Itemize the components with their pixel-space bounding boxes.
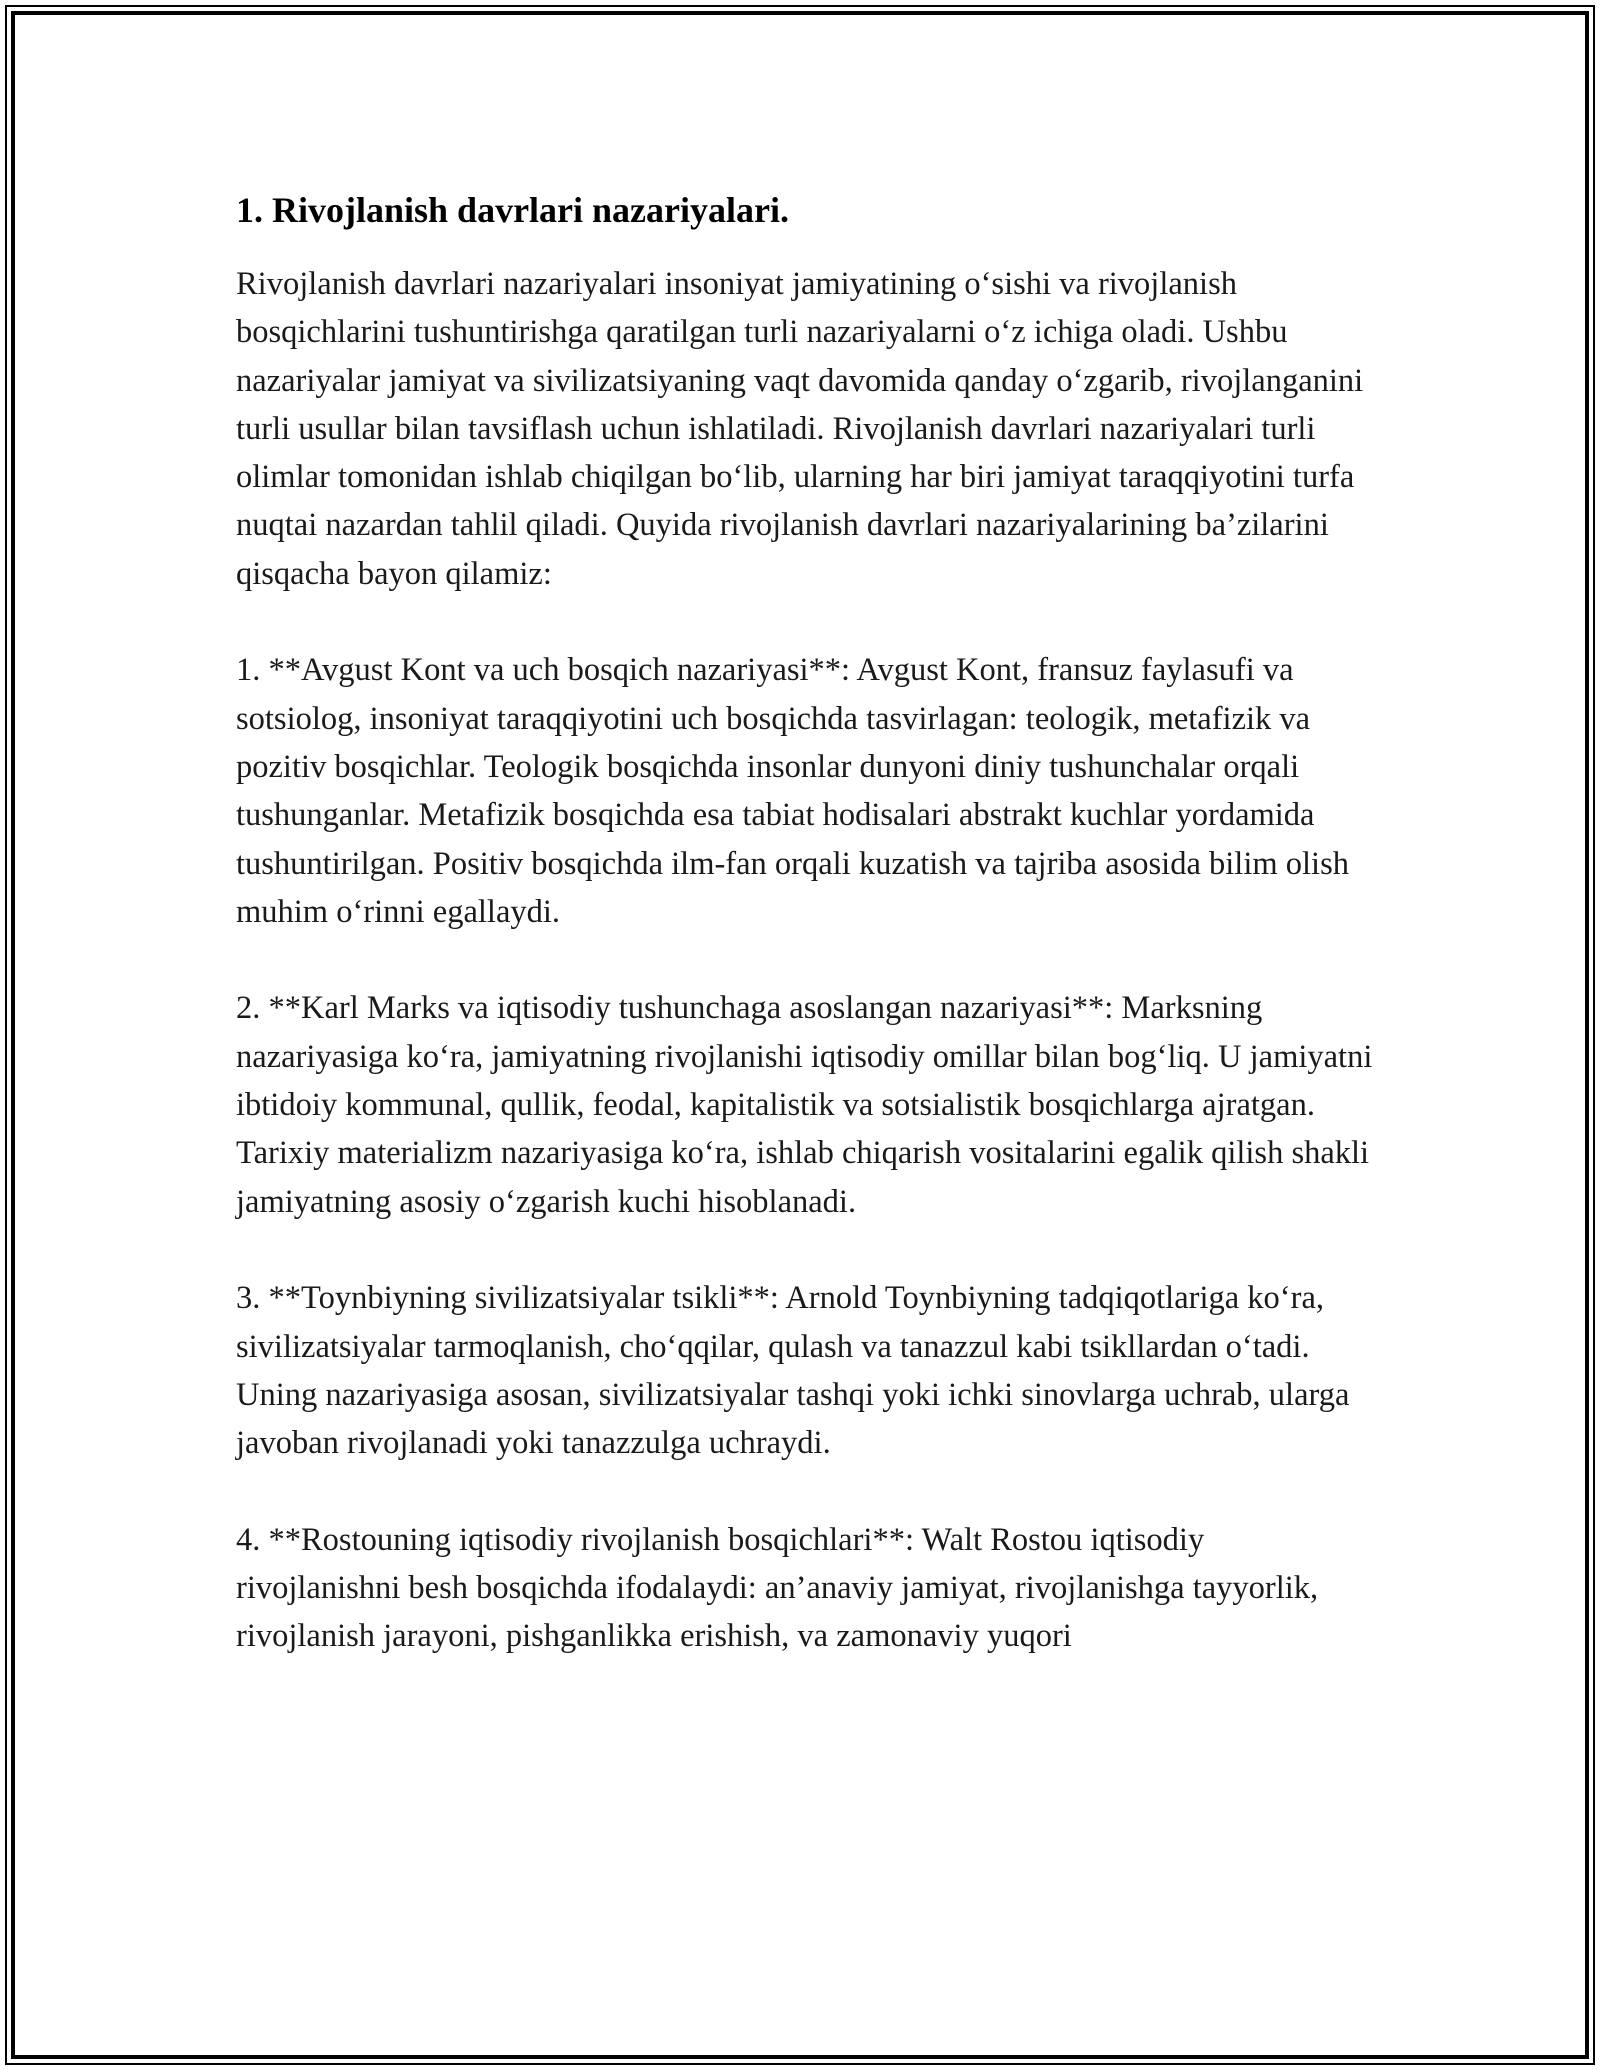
intro-paragraph: Rivojlanish davrlari nazariyalari insoniyat jamiyatining o‘sishi va rivojlanish bosqichlarini tushuntirishga qaratilgan turli nazariyalarni o‘z ichiga oladi. Ushbu nazariyalar jamiyat va sivilizatsiyaning vaqt davomida qanday o‘zgarib, rivojlanganini turli usullar bilan tavsiflash uchun ishlatiladi. Rivojlanish davrlari nazariyalari turli olimlar tomonidan ishlab chiqilgan bo‘lib, ularning har biri jamiyat taraqqiyotini turfa nuqtai nazardan tahlil qiladi. Quyida rivojlanish davrlari nazariyalarining ba’zilarini qisqacha bayon qilamiz: (236, 266, 1364, 592)
document-title: 1. Rivojlanish davrlari nazariyalari. (236, 190, 789, 230)
list-item-rostou: 4. **Rostouning iqtisodiy rivojlanish bosqichlari**: Walt Rostou iqtisodiy rivojlanishni besh bosqichda ifodalaydi: an’anaviy jamiyat, rivojlanishga tayyorlik, rivojlanish jarayoni, pishganlikka erishish, va zamonaviy yuqori (236, 1521, 1319, 1655)
list-item-kont: 1. **Avgust Kont va uch bosqich nazariyasi**: Avgust Kont, fransuz faylasufi va sotsiolog, insoniyat taraqqiyotini uch bosqichda tasvirlagan: teologik, metafizik va pozitiv bosqichlar. Teologik bosqichda insonlar dunyoni diniy tushunchalar orqali tushunganlar. Metafizik bosqichda esa tabiat hodisalari abstrakt kuchlar yordamida tushuntirilgan. Positiv bosqichda ilm-fan orqali kuzatish va tajriba asosida bilim olish muhim o‘rinni egallaydi. (236, 652, 1349, 930)
list-item-toynbi: 3. **Toynbiyning sivilizatsiyalar tsikli**: Arnold Toynbiyning tadqiqotlariga ko‘ra, sivilizatsiyalar tarmoqlanish, cho‘qqilar, qulash va tanazzul kabi tsikllardan o‘tadi. Uning nazariyasiga asosan, sivilizatsiyalar tashqi yoki ichki sinovlarga uchrab, ularga javoban rivojlanadi yoki tanazzulga uchraydi. (236, 1280, 1350, 1462)
document-body (236, 188, 1376, 1661)
list-item-marks: 2. **Karl Marks va iqtisodiy tushunchaga asoslangan nazariyasi**: Marksning nazariyasiga ko‘ra, jamiyatning rivojlanishi iqtisodiy omillar bilan bog‘liq. U jamiyatni ibtidoiy kommunal, qullik, feodal, kapitalistik va sotsialistik bosqichlarga ajratgan. Tarixiy materializm nazariyasiga ko‘ra, ishlab chiqarish vositalarini egalik qilish shakli jamiyatning asosiy o‘zgarish kuchi hisoblanadi. (236, 990, 1373, 1220)
